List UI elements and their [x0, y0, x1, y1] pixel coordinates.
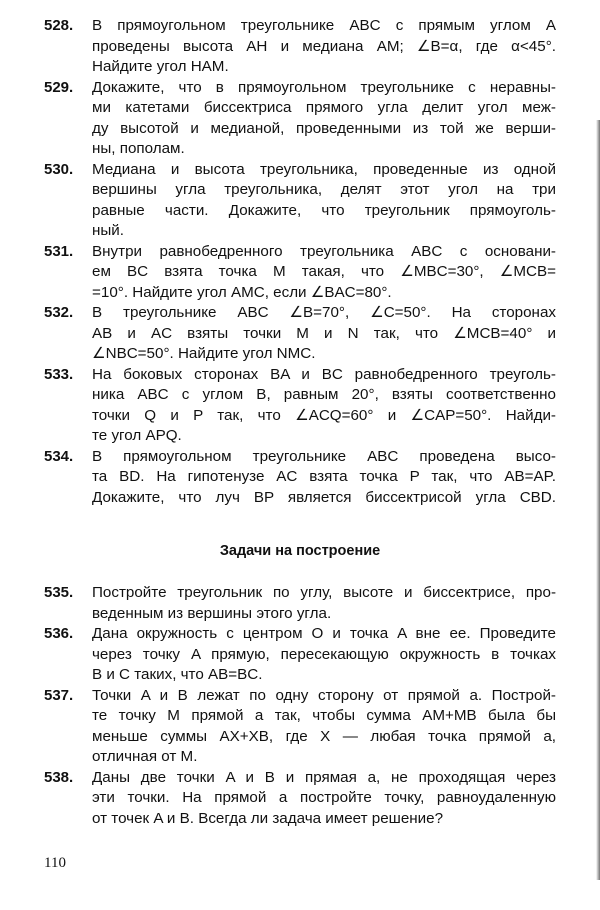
text-line: вершины угла треугольника, делят этот угол на три	[92, 181, 556, 198]
text-line: веденным из вершины этого угла.	[92, 604, 332, 622]
section-heading: Задачи на построение	[219, 543, 381, 559]
problem-538	[44, 768, 556, 830]
text-line: проведены высота AH и медиана AM; ∠B=α, где α<45°.	[92, 37, 556, 55]
problem-number: 531.	[44, 242, 74, 260]
page-binding-shadow	[596, 120, 600, 880]
problem-number: 534.	[44, 447, 74, 465]
text-line: В прямоугольном треугольнике ABC проведена высо-	[92, 447, 556, 465]
text-line: точки Q и P так, что ∠ACQ=60° и ∠CAP=50°. Найди-	[92, 406, 556, 424]
problem-530	[44, 160, 556, 242]
text-line: Дана окружность с центром O и точка A вне ее. Проведите	[92, 625, 556, 642]
problem-text	[92, 583, 556, 624]
problem-531	[44, 242, 556, 304]
text-line: В прямоугольном треугольнике ABC с прямым углом A	[92, 17, 556, 34]
problem-534	[44, 447, 556, 509]
text-line: На боковых сторонах BA и BC равнобедренного треуголь-	[92, 365, 556, 383]
problem-number: 535.	[44, 584, 74, 601]
text-line: Внутри равнобедренного треугольника ABC с основани-	[92, 242, 556, 260]
page-number: 110	[44, 855, 66, 871]
problem-529	[44, 78, 556, 160]
problem-537	[44, 686, 556, 768]
text-line: те угол APQ.	[92, 427, 182, 444]
problem-number: 537.	[44, 686, 74, 704]
text-line: ем BC взята точка M такая, что ∠MBC=30°, ∠MCB=	[92, 263, 556, 280]
problem-text	[92, 160, 556, 242]
text-line: отличная от M.	[92, 748, 198, 765]
problem-number: 528.	[44, 17, 74, 34]
problem-number: 533.	[44, 365, 74, 383]
problem-number: 536.	[44, 625, 74, 642]
text-line: Медиана и высота треугольника, проведенные из одной	[92, 160, 556, 178]
problem-528	[44, 16, 556, 78]
problem-number: 530.	[44, 160, 74, 178]
problem-list-top	[44, 16, 556, 508]
problem-text	[92, 624, 556, 686]
problem-text	[92, 365, 556, 447]
text-line: Докажите, что луч BP является биссектрисой угла CBD.	[92, 488, 556, 506]
text-line: ду высотой и медианой, проведенными из той же верши-	[92, 119, 556, 137]
problem-text	[92, 303, 556, 365]
text-line: ми катетами биссектриса прямого угла делит угол меж-	[92, 99, 556, 116]
text-line: Докажите, что в прямоугольном треугольнике с неравны-	[92, 78, 556, 96]
text-line: меньше суммы AX+XB, где X — любая точка прямой a,	[92, 727, 556, 745]
text-line: Точки A и B лежат по одну сторону от прямой a. Построй-	[92, 686, 556, 704]
text-line: Постройте треугольник по углу, высоте и биссектрисе, про-	[92, 584, 556, 601]
problem-list-bottom	[44, 583, 556, 829]
text-line: через точку A прямую, пересекающую окружность в точках	[92, 645, 556, 663]
problem-number: 538.	[44, 768, 74, 786]
problem-text	[92, 768, 556, 830]
text-line: ∠NBC=50°. Найдите угол NMC.	[92, 345, 316, 362]
problem-text	[92, 686, 556, 768]
text-line: =10°. Найдите угол AMC, если ∠BAC=80°.	[92, 283, 392, 301]
problem-text	[92, 16, 556, 78]
text-line: эти точки. На прямой a постройте точку, равноудаленную	[92, 789, 556, 806]
text-line: те точку M прямой a так, чтобы сумма AM+MB была бы	[92, 707, 556, 724]
text-line: В треугольнике ABC ∠B=70°, ∠C=50°. На сторонах	[92, 304, 556, 321]
problem-text	[92, 447, 556, 509]
problem-number: 529.	[44, 78, 74, 96]
text-line: та BD. На гипотенузе AC взята точка P так, что AB=AP.	[92, 468, 556, 485]
text-line: ны, пополам.	[92, 140, 185, 157]
text-line: AB и AC взяты точки M и N так, что ∠MCB=40° и	[92, 324, 556, 342]
text-line: Даны две точки A и B и прямая a, не проходящая через	[92, 768, 556, 786]
problem-536	[44, 624, 556, 686]
problem-text	[92, 242, 556, 304]
problem-number: 532.	[44, 304, 74, 321]
text-line: от точек A и B. Всегда ли задача имеет решение?	[92, 809, 444, 827]
text-line: равные части. Докажите, что треугольник прямоуголь-	[92, 201, 556, 219]
text-line: Найдите угол HAM.	[92, 58, 229, 75]
problem-532	[44, 303, 556, 365]
text-line: ника ABC с углом B, равным 20°, взяты соответственно	[92, 386, 556, 403]
text-line: B и C таких, что AB=BC.	[92, 666, 263, 683]
problem-535	[44, 583, 556, 624]
text-line: ный.	[92, 222, 125, 239]
problem-533	[44, 365, 556, 447]
problem-text	[92, 78, 556, 160]
